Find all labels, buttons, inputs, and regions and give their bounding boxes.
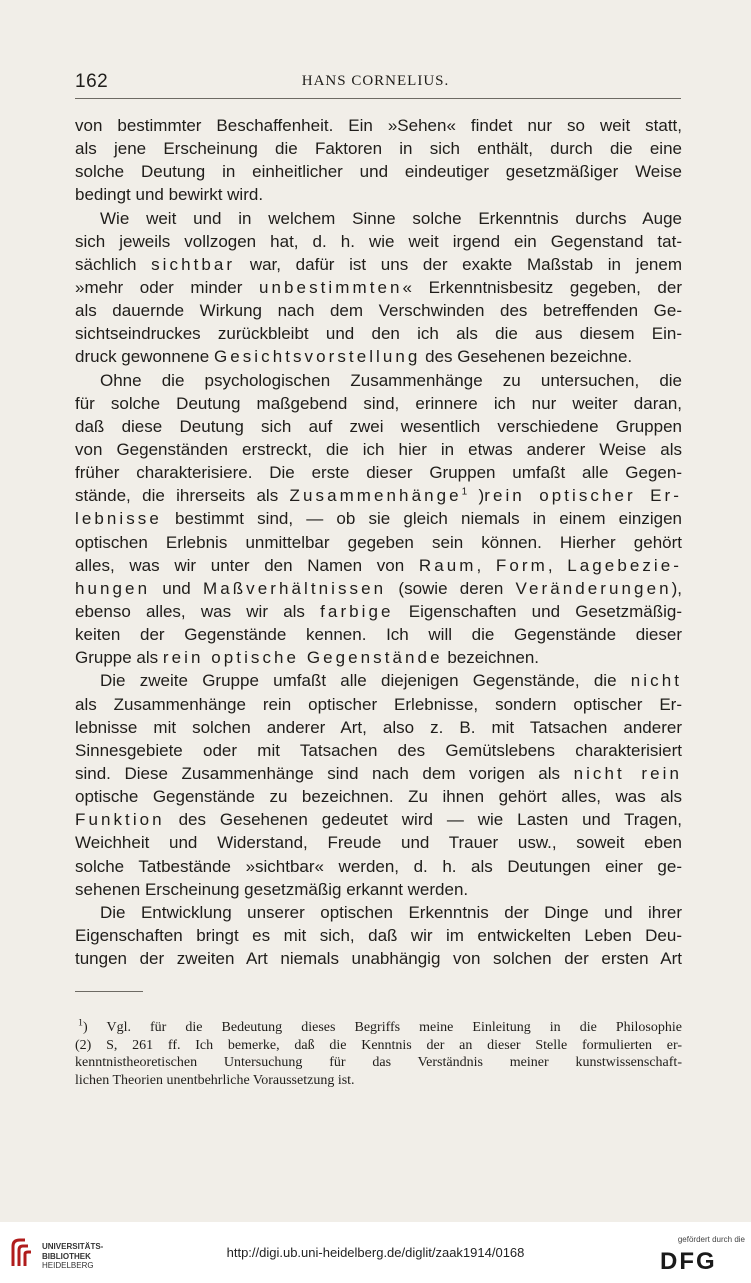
text-line: Funktion des Gesehenen gedeutet wird — wie Lasten und Tragen, [75,810,682,830]
dfg-logo: DFG [660,1248,717,1275]
text-line: Sinnesgebiete oder mit Tatsachen des Gemütslebens charakterisiert [75,740,682,760]
text-line: früher charakterisiere. Die erste dieser Gruppen umfaßt alle Gegen- [75,463,682,483]
text-line: von bestimmter Beschaffenheit. Ein »Sehen« findet nur so weit statt, [75,116,682,135]
footnote [75,1019,682,1089]
text-line: Weichheit und Widerstand, Freude und Trauer usw., soweit eben [75,833,682,853]
text-line: Eigenschaften bringt es mit sich, daß wir im entwickelten Leben Deu- [75,925,682,945]
header-rule [75,98,681,99]
text-line: sichtseindruckes zurückbleibt und den ich als die aus diesem Ein- [75,324,682,344]
page-number: 162 [75,71,109,92]
footnote-ref: 1 [461,486,468,498]
text-line: lebnisse bestimmt sind, — ob sie gleich niemals in einem einzigen [75,509,682,529]
footnote-line: $^1$) Vgl. für die Bedeutung dieses Begriffs meine Einleitung in die Philosophie [78,1019,682,1035]
footnote-rule [75,991,143,992]
text-line: daß diese Deutung sich auf zwei wesentlich verschiedene Gruppen [75,416,682,436]
text-line: bedingt und bewirkt wird. [75,185,264,205]
text-line: stände, die ihrerseits als Zusammenhänge$^1$ )rein optischer Er- [75,486,682,506]
text-line: Die zweite Gruppe umfaßt alle diejenigen Gegenstände, die nicht [100,671,682,691]
text-line: sehenen Erscheinung gesetzmäßig erkannt werden. [75,879,469,899]
text-line: optischen Erlebnis unmittelbar gegeben sein können. Hierher gehört [75,532,682,552]
text-line: »mehr oder minder unbestimmten« Erkenntnisbesitz gegeben, der [75,277,682,297]
text-line: alles, was wir unter den Namen von Raum, Form, Lagebezie- [75,555,682,575]
running-title: HANS CORNELIUS. [301,73,450,89]
text-line: hungen und Maßverhältnissen (sowie deren Veränderungen), [75,578,682,598]
text-line: als Zusammenhänge rein optischer Erlebnisse, sondern optischer Er- [75,694,682,714]
text-line: lebnisse mit solchen anderer Art, also z. B. mit Tatsachen anderer [75,717,682,737]
text-line: sächlich sichtbar war, dafür ist uns der exakte Maßstab in jenem [75,254,682,274]
text-line: sind. Diese Zusammenhänge sind nach dem vorigen als nicht rein [75,763,682,783]
text-line: als dauernde Wirkung nach dem Verschwinden des betreffenden Ge- [75,301,682,321]
footnote-line: (2) S, 261 ff. Ich bemerke, daß die Kenntnis der an dieser Stelle formulierten er- [75,1037,682,1053]
text-line: Ohne die psychologischen Zusammenhänge zu untersuchen, die [100,370,682,390]
text-line: von Gegenständen erstreckt, die ich hier in etwas anderer Weise als [75,439,682,459]
text-line: als jene Erscheinung die Faktoren in sich enthält, durch die eine [75,139,682,159]
footnote-marker: 1 [78,1019,83,1029]
text-line: solche Deutung in einheitlicher und eindeutiger gesetzmäßiger Weise [75,162,682,182]
text-line: solche Tatbestände »sichtbar« werden, d. h. als Deutungen einer ge- [75,856,682,876]
text-line: tungen der zweiten Art niemals unabhängig von solchen der ersten Art [75,949,682,969]
text-line: optische Gegenstände zu bezeichnen. Zu ihnen gehört alles, was als [75,787,682,807]
text-line: druck gewonnene Gesichtsvorstellung des Gesehenen bezeichne. [75,347,633,367]
footnote-line: lichen Theorien unentbehrliche Voraussetzung ist. [75,1072,355,1088]
text-line: Wie weit und in welchem Sinne solche Erkenntnis durchs Auge [100,208,682,228]
footnote-line: kenntnistheoretischen Untersuchung für das Verständnis meiner kunstwissenschaft- [75,1055,682,1071]
body-text [75,114,682,970]
university-library-name: UNIVERSITÄTS- BIBLIOTHEK HEIDELBERG [42,1242,104,1270]
text-line: sich jeweils vollzogen hat, d. h. wie weit irgend ein Gegenstand tat- [75,231,682,251]
text-line: Gruppe als rein optische Gegenstände bezeichnen. [75,648,539,668]
text-line: keiten der Gegenstände kennen. Ich will die Gegenstände dieser [75,625,682,645]
text-line: für solche Deutung maßgebend sind, erinnere ich nur weiter daran, [75,393,682,413]
text-line: ebenso alles, was wir als farbige Eigenschaften und Gesetzmäßig- [75,601,682,621]
funder-caption: gefördert durch die [677,1235,745,1244]
text-line: Die Entwicklung unserer optischen Erkenntnis der Dinge und ihrer [100,902,682,922]
source-url[interactable]: http://digi.ub.uni-heidelberg.de/diglit/zaak1914/0168 [226,1245,525,1260]
